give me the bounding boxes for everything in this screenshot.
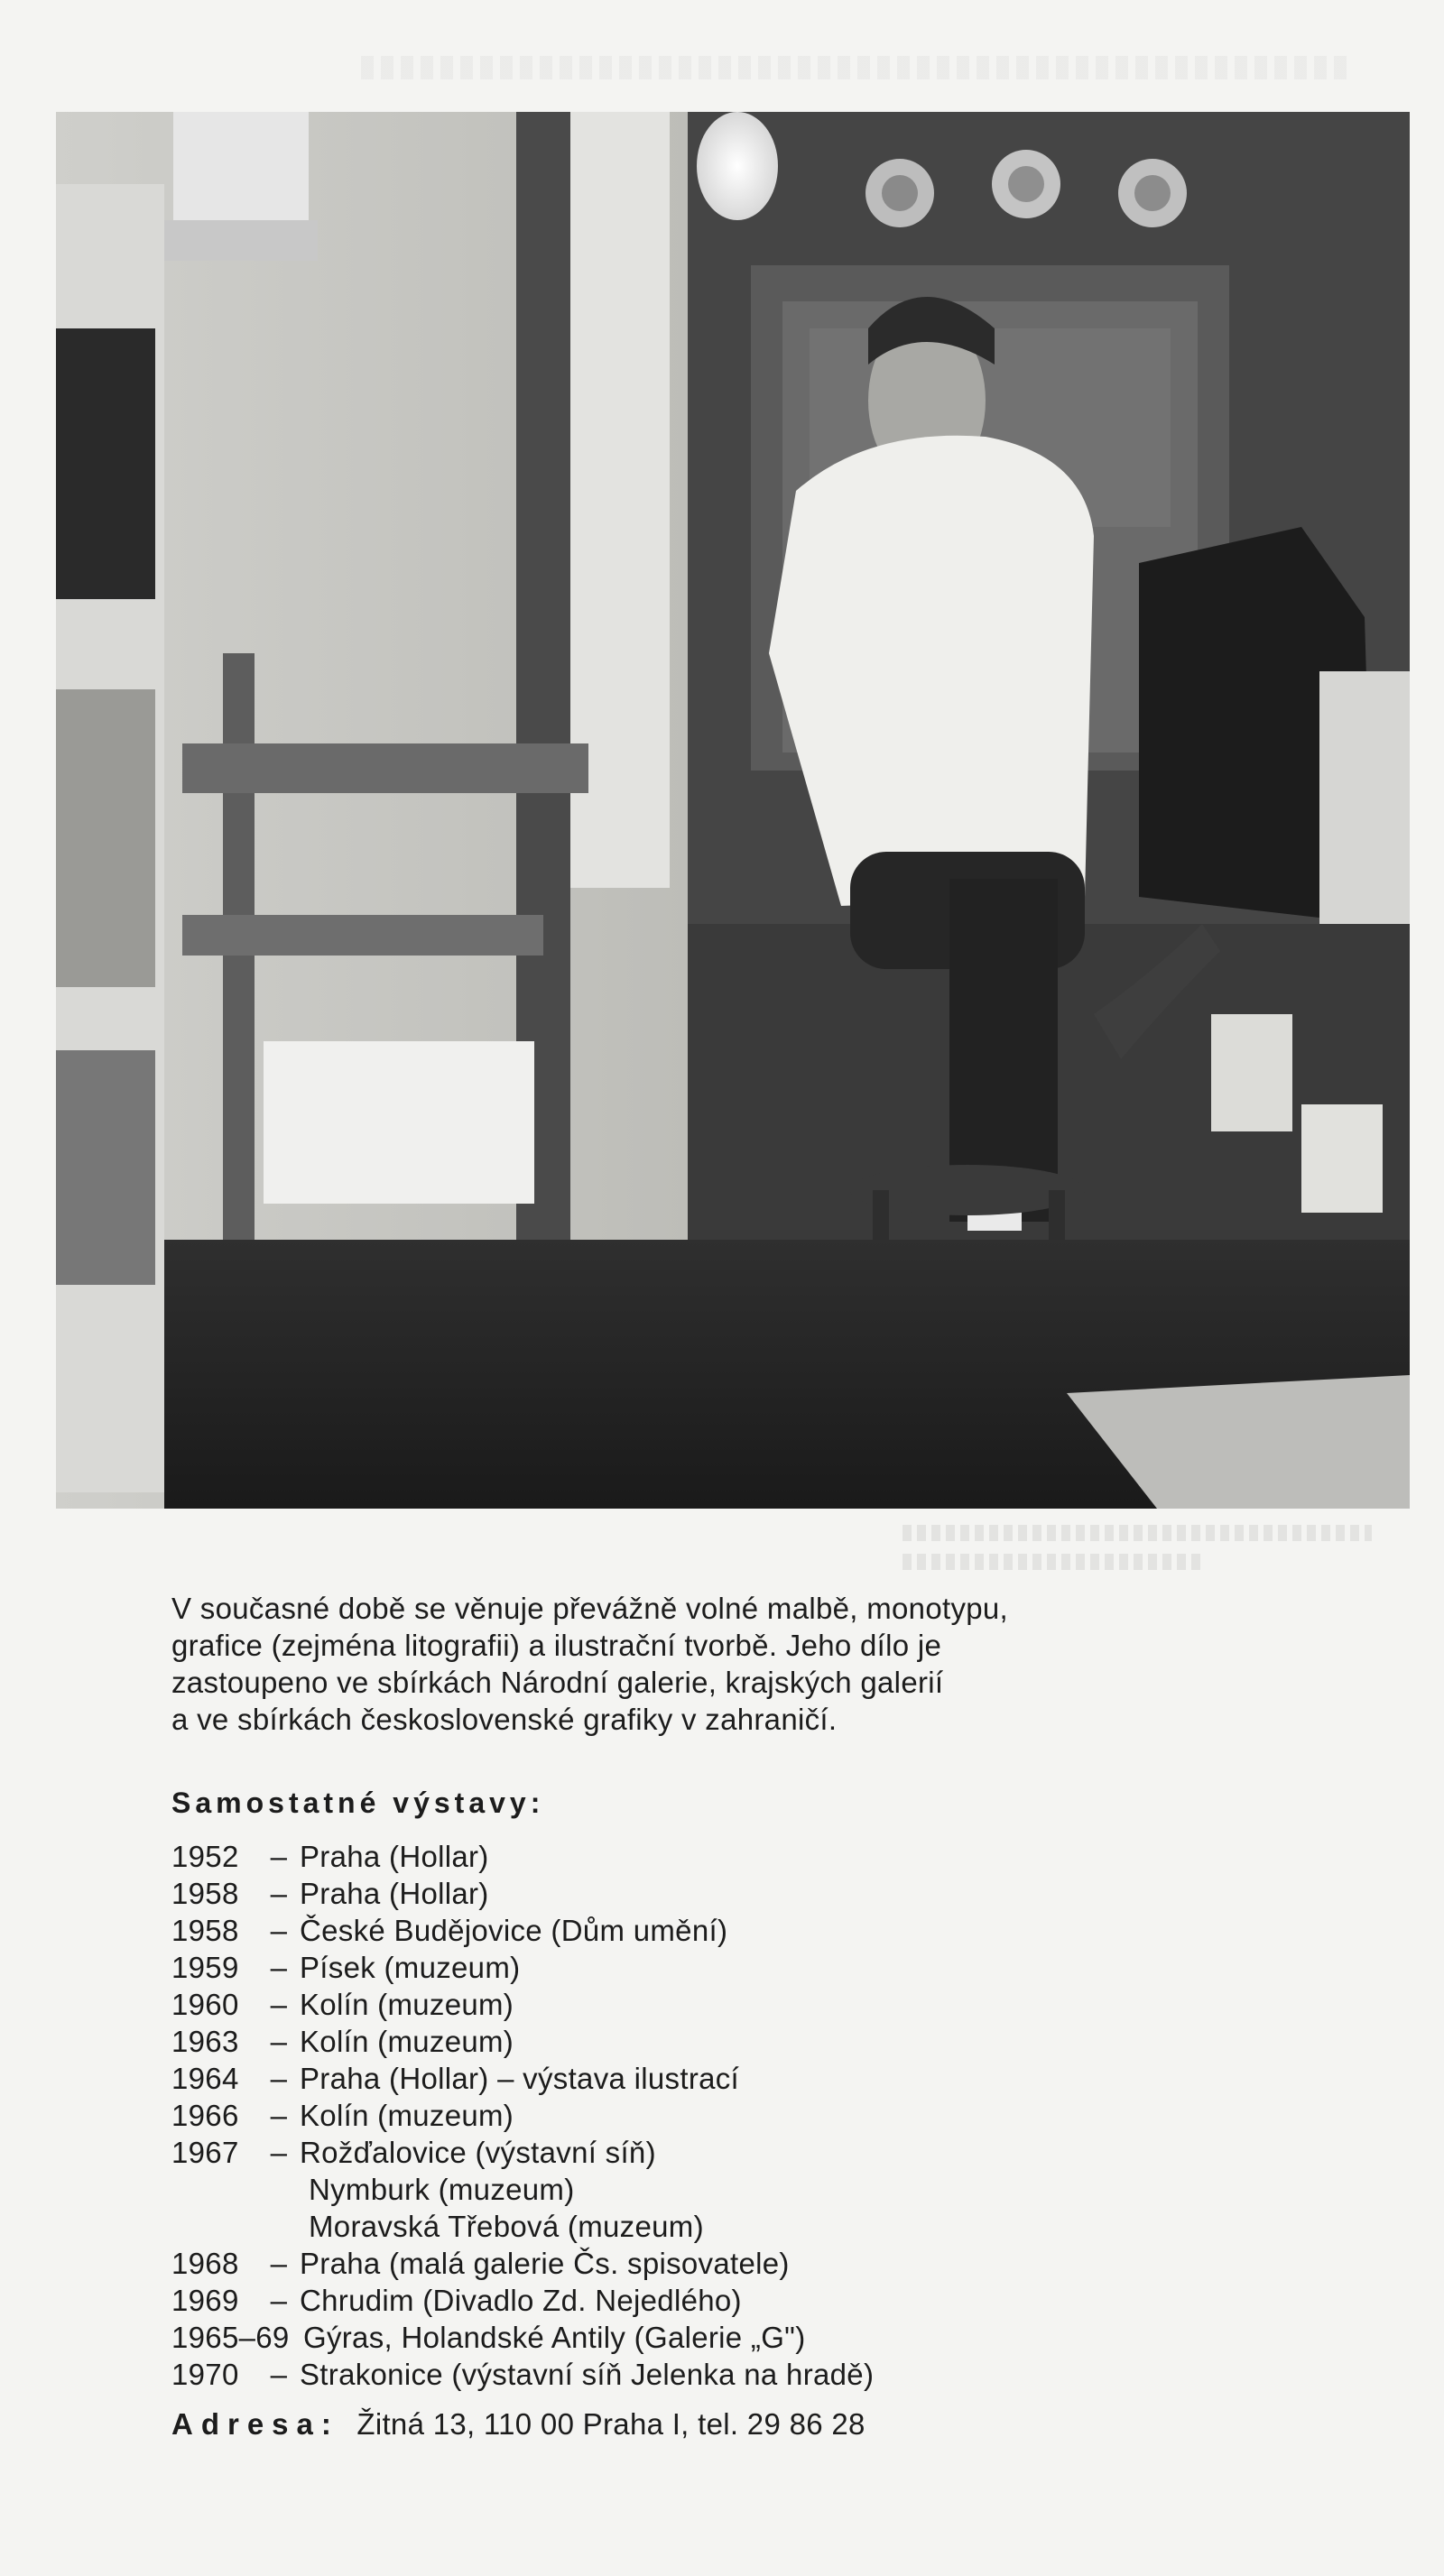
separator: – bbox=[270, 1877, 288, 1910]
exhibition-place: České Budějovice (Dům umění) bbox=[300, 1914, 728, 1947]
exhibition-year: 1952 bbox=[171, 1840, 239, 1873]
photo-illustration bbox=[56, 112, 1410, 1509]
separator: – bbox=[270, 2247, 288, 2280]
exhibition-year: 1970 bbox=[171, 2358, 239, 2391]
separator: – bbox=[270, 2025, 288, 2058]
list-item bbox=[171, 2097, 1254, 2134]
exhibition-place: Nymburk (muzeum) bbox=[309, 2173, 575, 2206]
bleed-through-text bbox=[902, 1525, 1372, 1541]
exhibition-place: Praha (Hollar) bbox=[300, 1877, 489, 1910]
bleed-through-text bbox=[361, 56, 1354, 79]
exhibition-place: Strakonice (výstavní síň Jelenka na hradě) bbox=[300, 2358, 875, 2391]
separator: – bbox=[270, 1951, 288, 1984]
separator: – bbox=[270, 2136, 288, 2169]
separator: – bbox=[270, 1988, 288, 2021]
list-item bbox=[171, 1986, 1254, 2023]
artist-photo bbox=[56, 112, 1410, 1509]
address-value: Žitná 13, 110 00 Praha I, tel. 29 86 28 bbox=[356, 2407, 865, 2441]
list-item bbox=[171, 2023, 1254, 2060]
exhibition-year: 1959 bbox=[171, 1951, 239, 1984]
exhibition-place: Gýras, Holandské Antily (Galerie „G") bbox=[303, 2321, 806, 2354]
separator: – bbox=[270, 2062, 288, 2095]
list-item bbox=[171, 2060, 1254, 2097]
intro-line: a ve sbírkách československé grafiky v zahraničí. bbox=[171, 1703, 838, 1736]
exhibition-year: 1960 bbox=[171, 1988, 239, 2021]
list-item bbox=[171, 1949, 1254, 1986]
separator: – bbox=[270, 2284, 288, 2317]
address-line bbox=[171, 2405, 1254, 2442]
exhibition-place: Praha (malá galerie Čs. spisovatele) bbox=[300, 2247, 790, 2280]
address-label: Adresa: bbox=[171, 2407, 339, 2441]
intro-paragraph bbox=[171, 1590, 1254, 1738]
list-item bbox=[171, 1838, 1254, 1875]
exhibition-place: Kolín (muzeum) bbox=[300, 2099, 514, 2132]
exhibition-year: 1967 bbox=[171, 2136, 239, 2169]
exhibition-year: 1968 bbox=[171, 2247, 239, 2280]
exhibition-place: Praha (Hollar) bbox=[300, 1840, 489, 1873]
text-column bbox=[171, 1590, 1254, 2442]
exhibition-year: 1966 bbox=[171, 2099, 239, 2132]
list-item bbox=[171, 2356, 1254, 2393]
list-item bbox=[171, 2245, 1254, 2282]
exhibition-place: Kolín (muzeum) bbox=[300, 2025, 514, 2058]
separator: – bbox=[270, 1840, 288, 1873]
exhibition-place: Praha (Hollar) – výstava ilustrací bbox=[300, 2062, 740, 2095]
exhibitions-heading: Samostatné výstavy: bbox=[171, 1787, 545, 1819]
intro-line: V současné době se věnuje převážně volné malbě, monotypu, bbox=[171, 1592, 1009, 1625]
list-item bbox=[171, 2319, 1254, 2356]
exhibition-year: 1965–69 bbox=[171, 2321, 290, 2354]
list-item bbox=[171, 1912, 1254, 1949]
list-item bbox=[171, 2282, 1254, 2319]
exhibition-year: 1964 bbox=[171, 2062, 239, 2095]
exhibition-place: Písek (muzeum) bbox=[300, 1951, 521, 1984]
exhibition-place: Kolín (muzeum) bbox=[300, 1988, 514, 2021]
list-item bbox=[171, 2134, 1254, 2171]
exhibition-place: Chrudim (Divadlo Zd. Nejedlého) bbox=[300, 2284, 742, 2317]
separator: – bbox=[270, 2358, 288, 2391]
exhibition-year: 1958 bbox=[171, 1914, 239, 1947]
exhibition-place: Moravská Třebová (muzeum) bbox=[309, 2210, 704, 2243]
separator: – bbox=[270, 2099, 288, 2132]
exhibition-year: 1963 bbox=[171, 2025, 239, 2058]
bleed-through-text bbox=[902, 1554, 1200, 1570]
list-item bbox=[171, 2171, 1254, 2208]
exhibition-year: 1969 bbox=[171, 2284, 239, 2317]
separator: – bbox=[270, 1914, 288, 1947]
exhibition-place: Rožďalovice (výstavní síň) bbox=[300, 2136, 656, 2169]
list-item bbox=[171, 2208, 1254, 2245]
intro-line: grafice (zejména litografii) a ilustrační tvorbě. Jeho dílo je bbox=[171, 1629, 942, 1662]
exhibition-year: 1958 bbox=[171, 1877, 239, 1910]
list-item bbox=[171, 1875, 1254, 1912]
intro-line: zastoupeno ve sbírkách Národní galerie, krajských galerií bbox=[171, 1666, 944, 1699]
exhibitions-list bbox=[171, 1838, 1254, 2393]
